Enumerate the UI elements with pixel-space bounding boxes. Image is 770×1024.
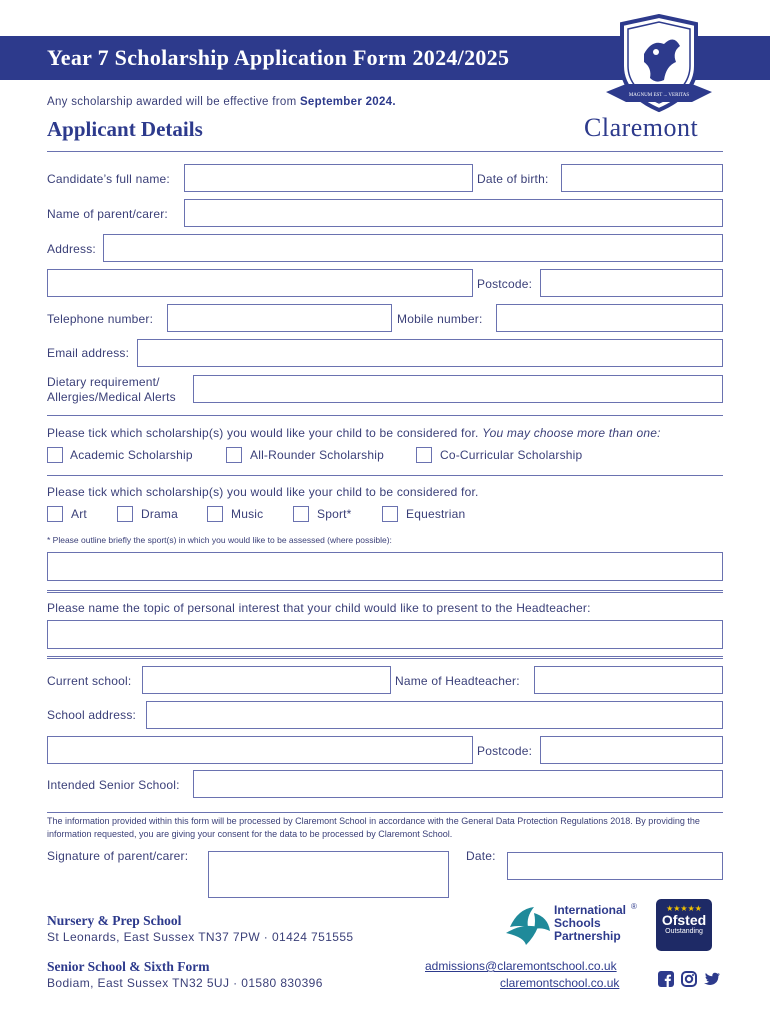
- academic-scholarship-checkbox[interactable]: [47, 447, 63, 463]
- all-rounder-scholarship-label: All-Rounder Scholarship: [250, 448, 384, 462]
- school-crest-icon: [606, 14, 712, 118]
- website-link[interactable]: claremontschool.co.uk: [500, 976, 620, 990]
- twitter-icon[interactable]: [704, 971, 720, 987]
- effective-date-notice: Any scholarship awarded will be effective from September 2024.: [47, 96, 396, 108]
- sport-note: * Please outline briefly the sport(s) in which you would like to be assessed (where possible):: [47, 535, 392, 545]
- academic-scholarship-label: Academic Scholarship: [70, 448, 193, 462]
- music-label: Music: [231, 507, 264, 521]
- all-rounder-scholarship-checkbox[interactable]: [226, 447, 242, 463]
- email-input[interactable]: [137, 339, 723, 367]
- mobile-input[interactable]: [496, 304, 723, 332]
- gdpr-notice: The information provided within this form will be processed by Claremont School in accordance with the General Data Protection Regulations 2018. By providing the information requested, you are giving your consent for the data to be processed by Claremont School.: [47, 816, 700, 839]
- senior-school-title: Senior School & Sixth Form: [47, 959, 210, 974]
- headteacher-input[interactable]: [534, 666, 723, 694]
- topic-prompt: Please name the topic of personal interest that your child would like to present to the Headteacher:: [47, 601, 591, 615]
- mobile-label: Mobile number:: [397, 312, 483, 326]
- dob-label: Date of birth:: [477, 172, 549, 186]
- divider: [47, 590, 723, 593]
- instagram-icon[interactable]: [681, 971, 697, 987]
- isp-registered-mark: ®: [631, 902, 637, 911]
- divider: [47, 475, 723, 476]
- divider: [47, 812, 723, 813]
- date-label: Date:: [466, 849, 496, 863]
- art-checkbox[interactable]: [47, 506, 63, 522]
- senior-school-address: Bodiam, East Sussex TN32 5UJ · 01580 830396: [47, 976, 323, 990]
- divider: [47, 656, 723, 659]
- sport-label: Sport*: [317, 507, 352, 521]
- co-curricular-scholarship-checkbox[interactable]: [416, 447, 432, 463]
- school-address-label: School address:: [47, 708, 137, 722]
- postcode-input[interactable]: [540, 269, 723, 297]
- telephone-label: Telephone number:: [47, 312, 154, 326]
- ofsted-rating: Outstanding: [665, 928, 703, 935]
- divider: [47, 151, 723, 152]
- parent-name-label: Name of parent/carer:: [47, 207, 168, 221]
- drama-checkbox[interactable]: [117, 506, 133, 522]
- equestrian-label: Equestrian: [406, 507, 466, 521]
- school-address-input[interactable]: [146, 701, 723, 729]
- signature-input[interactable]: [208, 851, 449, 898]
- current-school-label: Current school:: [47, 674, 132, 688]
- svg-text:MAGNUM EST ... VERITAS: MAGNUM EST ... VERITAS: [628, 93, 690, 98]
- drama-label: Drama: [141, 507, 179, 521]
- school-address-line2-input[interactable]: [47, 736, 473, 764]
- co-curricular-scholarship-label: Co-Curricular Scholarship: [440, 448, 583, 462]
- art-label: Art: [71, 507, 87, 521]
- candidate-name-label: Candidate’s full name:: [47, 172, 170, 186]
- form-title: Year 7 Scholarship Application Form 2024/2025: [47, 45, 510, 70]
- email-label: Email address:: [47, 346, 130, 360]
- topic-input[interactable]: [47, 620, 723, 649]
- parent-name-input[interactable]: [184, 199, 723, 227]
- scholarship-prompt-b: Please tick which scholarship(s) you would like your child to be considered for.: [47, 485, 479, 499]
- divider: [47, 415, 723, 416]
- admissions-email-link[interactable]: admissions@claremontschool.co.uk: [425, 959, 617, 973]
- school-postcode-input[interactable]: [540, 736, 723, 764]
- dietary-label-line2: Allergies/Medical Alerts: [47, 390, 176, 404]
- sport-details-input[interactable]: [47, 552, 723, 581]
- address-label: Address:: [47, 242, 96, 256]
- music-checkbox[interactable]: [207, 506, 223, 522]
- sport-checkbox[interactable]: [293, 506, 309, 522]
- dob-input[interactable]: [561, 164, 723, 192]
- brand-wordmark: Claremont: [584, 113, 699, 142]
- dietary-label-line1: Dietary requirement/: [47, 375, 160, 389]
- isp-logo-text: International Schools Partnership: [554, 903, 627, 943]
- candidate-name-input[interactable]: [184, 164, 473, 192]
- ofsted-name: Ofsted: [661, 912, 707, 928]
- section-title: Applicant Details: [47, 117, 203, 141]
- prep-school-title: Nursery & Prep School: [47, 913, 182, 928]
- senior-school-input[interactable]: [193, 770, 723, 798]
- school-postcode-label: Postcode:: [477, 744, 533, 758]
- address-line2-input[interactable]: [47, 269, 473, 297]
- ofsted-stars: ★★★★★: [666, 904, 702, 913]
- date-input[interactable]: [507, 852, 723, 880]
- senior-school-label: Intended Senior School:: [47, 778, 180, 792]
- scholarship-prompt-a: Please tick which scholarship(s) you would like your child to be considered for. You may choose more than one:: [47, 426, 661, 440]
- prep-school-address: St Leonards, East Sussex TN37 7PW · 01424 751555: [47, 930, 354, 944]
- postcode-label: Postcode:: [477, 277, 533, 291]
- facebook-icon[interactable]: [658, 971, 674, 987]
- signature-label: Signature of parent/carer:: [47, 849, 189, 863]
- current-school-input[interactable]: [142, 666, 391, 694]
- ofsted-badge: [656, 899, 712, 951]
- telephone-input[interactable]: [167, 304, 392, 332]
- headteacher-label: Name of Headteacher:: [395, 674, 520, 688]
- equestrian-checkbox[interactable]: [382, 506, 398, 522]
- dietary-input[interactable]: [193, 375, 723, 403]
- address-input[interactable]: [103, 234, 723, 262]
